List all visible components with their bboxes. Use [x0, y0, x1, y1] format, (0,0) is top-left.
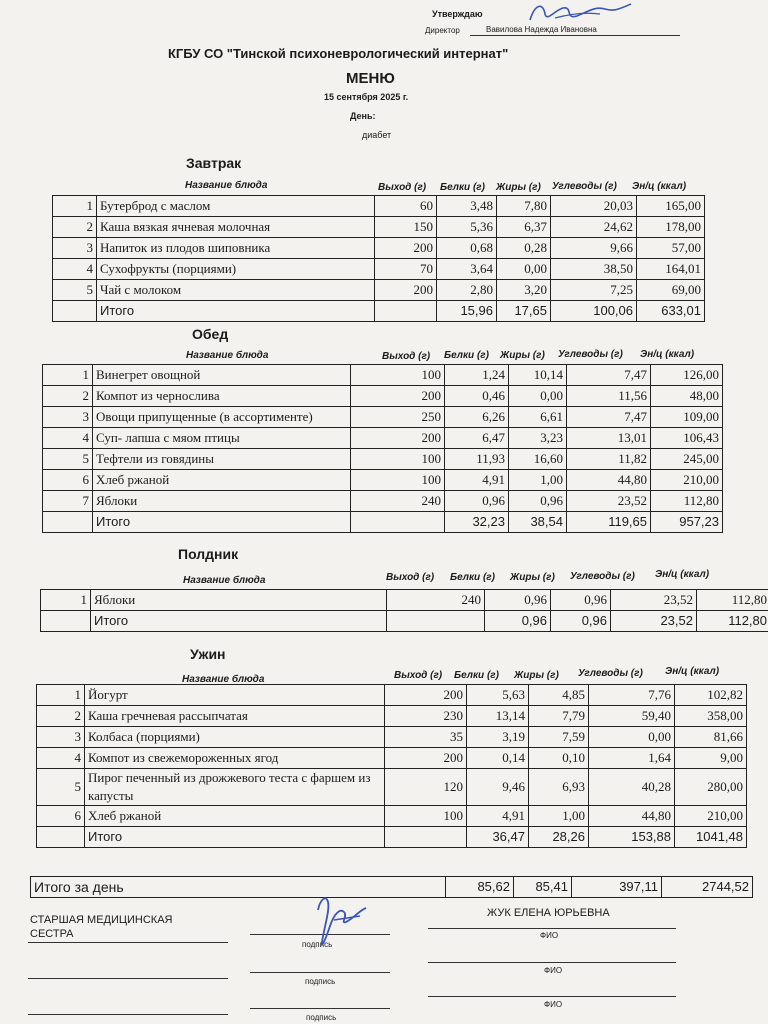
dish-name: Сухофрукты (порциями) [97, 259, 375, 280]
table-row [53, 238, 705, 259]
carbs-value: 44,80 [567, 470, 651, 491]
row-number: 1 [43, 365, 93, 386]
output-value: 200 [375, 280, 437, 301]
dish-name: Хлеб ржаной [85, 806, 385, 827]
director-name: Вавилова Надежда Ивановна [486, 25, 597, 34]
carbs-value: 23,52 [567, 491, 651, 512]
nurse-title: СТАРШАЯ МЕДИЦИНСКАЯ СЕСТРА [30, 914, 173, 940]
table-row [37, 748, 747, 769]
total-row [41, 611, 768, 632]
total-protein: 15,96 [437, 301, 497, 322]
fat-value: 6,61 [509, 407, 567, 428]
fat-value: 3,23 [509, 428, 567, 449]
table-row [53, 259, 705, 280]
lunch-title: Обед [192, 326, 229, 342]
table-row [53, 217, 705, 238]
total-energy: 1041,48 [675, 827, 747, 848]
empty-cell [351, 512, 445, 533]
row-number: 5 [43, 449, 93, 470]
total-energy: 957,23 [651, 512, 723, 533]
total-row [53, 301, 705, 322]
fio-caption-3: ФИО [544, 1000, 563, 1009]
approve-label: Утверждаю [432, 9, 483, 19]
carbs-value: 11,82 [567, 449, 651, 470]
fio-caption-2: ФИО [544, 966, 563, 975]
blank-line-3 [28, 1014, 228, 1015]
energy-value: 178,00 [637, 217, 705, 238]
output-value: 100 [351, 449, 445, 470]
total-carbs: 23,52 [611, 611, 697, 632]
fat-value: 0,00 [497, 259, 551, 280]
carbs-value: 40,28 [589, 769, 675, 806]
carbs-value: 7,76 [589, 685, 675, 706]
fat-value: 0,10 [529, 748, 589, 769]
total-carbs: 153,88 [589, 827, 675, 848]
protein-value: 2,80 [437, 280, 497, 301]
protein-value: 0,46 [445, 386, 509, 407]
protein-value: 6,47 [445, 428, 509, 449]
energy-value: 69,00 [637, 280, 705, 301]
total-carbs: 119,65 [567, 512, 651, 533]
protein-value: 9,46 [467, 769, 529, 806]
protein-value: 6,26 [445, 407, 509, 428]
table-row [37, 806, 747, 827]
output-value: 120 [385, 769, 467, 806]
protein-value: 11,93 [445, 449, 509, 470]
snack-table [40, 589, 768, 632]
col-carbs: Углеводы (г) [578, 668, 643, 679]
output-value: 250 [351, 407, 445, 428]
podpis-caption-1: подпись [302, 940, 333, 949]
energy-value: 9,00 [675, 748, 747, 769]
total-protein: 32,23 [445, 512, 509, 533]
empty-cell [43, 512, 93, 533]
col-fat: Жиры (г) [500, 350, 545, 361]
signature-line-3 [250, 1008, 390, 1009]
protein-value: 0,96 [485, 590, 551, 611]
row-number: 1 [41, 590, 91, 611]
protein-value: 3,48 [437, 196, 497, 217]
col-carbs: Углеводы (г) [552, 181, 617, 192]
fat-value: 6,93 [529, 769, 589, 806]
table-row [43, 449, 723, 470]
table-row [43, 407, 723, 428]
output-value: 70 [375, 259, 437, 280]
fat-value: 1,00 [509, 470, 567, 491]
dish-name: Яблоки [93, 491, 351, 512]
total-fat: 17,65 [497, 301, 551, 322]
protein-value: 4,91 [445, 470, 509, 491]
col-carbs: Углеводы (г) [558, 349, 623, 360]
output-value: 200 [385, 685, 467, 706]
energy-value: 48,00 [651, 386, 723, 407]
energy-value: 358,00 [675, 706, 747, 727]
total-row [37, 827, 747, 848]
empty-cell [387, 611, 485, 632]
carbs-value: 7,47 [567, 365, 651, 386]
snack-title: Полдник [178, 546, 239, 562]
day-total-protein: 85,62 [446, 877, 514, 898]
output-value: 240 [387, 590, 485, 611]
podpis-caption-3: подпись [306, 1013, 337, 1022]
row-number: 5 [37, 769, 85, 806]
protein-value: 5,63 [467, 685, 529, 706]
col-protein: Белки (г) [440, 182, 485, 193]
col-protein: Белки (г) [454, 670, 499, 681]
protein-value: 0,14 [467, 748, 529, 769]
fat-value: 1,00 [529, 806, 589, 827]
table-row [53, 280, 705, 301]
dish-name: Суп- лапша с мяом птицы [93, 428, 351, 449]
col-output: Выход (г) [394, 670, 443, 681]
table-row [43, 428, 723, 449]
row-number: 3 [43, 407, 93, 428]
table-row [37, 727, 747, 748]
table-row [37, 685, 747, 706]
carbs-value: 11,56 [567, 386, 651, 407]
dish-name: Напиток из плодов шиповника [97, 238, 375, 259]
energy-value: 106,43 [651, 428, 723, 449]
fat-value: 3,20 [497, 280, 551, 301]
carbs-value: 23,52 [611, 590, 697, 611]
total-label: Итого [93, 512, 351, 533]
total-energy: 633,01 [637, 301, 705, 322]
output-value: 100 [385, 806, 467, 827]
carbs-value: 7,47 [567, 407, 651, 428]
carbs-value: 20,03 [551, 196, 637, 217]
row-number: 6 [37, 806, 85, 827]
nurse-signature [300, 880, 380, 965]
protein-value: 0,96 [445, 491, 509, 512]
day-label: День: [350, 111, 376, 121]
signer-name: ЖУК ЕЛЕНА ЮРЬЕВНА [487, 907, 610, 919]
fio-line-2 [428, 962, 676, 963]
protein-value: 3,64 [437, 259, 497, 280]
signature-line-2 [250, 972, 390, 973]
row-number: 4 [43, 428, 93, 449]
energy-value: 210,00 [675, 806, 747, 827]
total-protein: 0,96 [485, 611, 551, 632]
total-protein: 36,47 [467, 827, 529, 848]
table-row [41, 590, 768, 611]
col-energy: Эн/ц (ккал) [640, 349, 695, 360]
dish-name: Компот из свежемороженных ягод [85, 748, 385, 769]
col-fat: Жиры (г) [496, 182, 541, 193]
day-total-table [30, 876, 753, 898]
output-value: 100 [351, 470, 445, 491]
col-name: Название блюда [183, 575, 266, 586]
fio-line-3 [428, 996, 676, 997]
dish-name: Каша вязкая ячневая молочная [97, 217, 375, 238]
energy-value: 126,00 [651, 365, 723, 386]
energy-value: 112,80 [697, 590, 768, 611]
breakfast-title: Завтрак [186, 155, 242, 171]
row-number: 3 [53, 238, 97, 259]
col-fat: Жиры (г) [514, 670, 559, 681]
col-carbs: Углеводы (г) [570, 571, 635, 582]
energy-value: 164,01 [637, 259, 705, 280]
protein-value: 5,36 [437, 217, 497, 238]
total-fat: 28,26 [529, 827, 589, 848]
dish-name: Чай с молоком [97, 280, 375, 301]
energy-value: 109,00 [651, 407, 723, 428]
dinner-table [36, 684, 747, 848]
lunch-table [42, 364, 723, 533]
nurse-line [28, 942, 228, 943]
carbs-value: 1,64 [589, 748, 675, 769]
energy-value: 280,00 [675, 769, 747, 806]
table-row [43, 470, 723, 491]
row-number: 7 [43, 491, 93, 512]
fat-value: 0,96 [551, 590, 611, 611]
dish-name: Хлеб ржаной [93, 470, 351, 491]
total-label: Итого [85, 827, 385, 848]
fat-value: 7,59 [529, 727, 589, 748]
col-energy: Эн/ц (ккал) [655, 569, 710, 580]
carbs-value: 9,66 [551, 238, 637, 259]
energy-value: 112,80 [651, 491, 723, 512]
row-number: 2 [53, 217, 97, 238]
fio-caption-1: ФИО [540, 931, 559, 940]
row-number: 6 [43, 470, 93, 491]
day-total-fat: 85,41 [514, 877, 572, 898]
carbs-value: 24,62 [551, 217, 637, 238]
row-number: 1 [37, 685, 85, 706]
col-name: Название блюда [185, 180, 268, 191]
row-number: 4 [53, 259, 97, 280]
fio-line-1 [428, 928, 676, 929]
row-number: 2 [37, 706, 85, 727]
protein-value: 0,68 [437, 238, 497, 259]
col-output: Выход (г) [386, 572, 435, 583]
col-output: Выход (г) [382, 351, 431, 362]
output-value: 200 [375, 238, 437, 259]
carbs-value: 44,80 [589, 806, 675, 827]
output-value: 200 [351, 428, 445, 449]
col-energy: Эн/ц (ккал) [665, 666, 720, 677]
table-row [53, 196, 705, 217]
protein-value: 1,24 [445, 365, 509, 386]
blank-line-2 [28, 978, 228, 979]
total-label: Итого [91, 611, 387, 632]
empty-cell [53, 301, 97, 322]
total-fat: 0,96 [551, 611, 611, 632]
output-value: 200 [351, 386, 445, 407]
table-row [43, 491, 723, 512]
protein-value: 3,19 [467, 727, 529, 748]
row-number: 5 [53, 280, 97, 301]
dish-name: Бутерброд с маслом [97, 196, 375, 217]
output-value: 240 [351, 491, 445, 512]
row-number: 4 [37, 748, 85, 769]
dish-name: Тефтели из говядины [93, 449, 351, 470]
empty-cell [41, 611, 91, 632]
protein-value: 4,91 [467, 806, 529, 827]
table-row [37, 706, 747, 727]
col-protein: Белки (г) [450, 572, 495, 583]
empty-cell [375, 301, 437, 322]
total-label: Итого [97, 301, 375, 322]
dish-name: Овощи припущенные (в ассортименте) [93, 407, 351, 428]
row-number: 3 [37, 727, 85, 748]
energy-value: 57,00 [637, 238, 705, 259]
dinner-title: Ужин [190, 646, 226, 662]
fat-value: 10,14 [509, 365, 567, 386]
fat-value: 0,96 [509, 491, 567, 512]
output-value: 200 [385, 748, 467, 769]
table-row [43, 365, 723, 386]
dish-name: Винегрет овощной [93, 365, 351, 386]
row-number: 1 [53, 196, 97, 217]
carbs-value: 59,40 [589, 706, 675, 727]
output-value: 230 [385, 706, 467, 727]
podpis-caption-2: подпись [305, 977, 336, 986]
col-protein: Белки (г) [444, 350, 489, 361]
energy-value: 245,00 [651, 449, 723, 470]
output-value: 150 [375, 217, 437, 238]
dish-name: Компот из чернослива [93, 386, 351, 407]
fat-value: 6,37 [497, 217, 551, 238]
carbs-value: 0,00 [589, 727, 675, 748]
protein-value: 13,14 [467, 706, 529, 727]
dish-name: Пирог печенный из дрожжевого теста с фаршем из капусты [85, 769, 385, 806]
fat-value: 7,79 [529, 706, 589, 727]
fat-value: 4,85 [529, 685, 589, 706]
table-row [43, 386, 723, 407]
total-carbs: 100,06 [551, 301, 637, 322]
total-energy: 112,80 [697, 611, 768, 632]
col-name: Название блюда [186, 350, 269, 361]
diet-label: диабет [362, 130, 392, 140]
fat-value: 0,28 [497, 238, 551, 259]
col-energy: Эн/ц (ккал) [632, 181, 687, 192]
row-number: 2 [43, 386, 93, 407]
energy-value: 102,82 [675, 685, 747, 706]
energy-value: 81,66 [675, 727, 747, 748]
director-underline [470, 35, 680, 36]
col-output: Выход (г) [378, 182, 427, 193]
dish-name: Каша гречневая рассыпчатая [85, 706, 385, 727]
total-fat: 38,54 [509, 512, 567, 533]
day-total-energy: 2744,52 [662, 877, 753, 898]
output-value: 35 [385, 727, 467, 748]
fat-value: 0,00 [509, 386, 567, 407]
dish-name: Йогурт [85, 685, 385, 706]
carbs-value: 13,01 [567, 428, 651, 449]
dish-name: Яблоки [91, 590, 387, 611]
fat-value: 7,80 [497, 196, 551, 217]
output-value: 100 [351, 365, 445, 386]
day-total-row [31, 877, 753, 898]
carbs-value: 38,50 [551, 259, 637, 280]
carbs-value: 7,25 [551, 280, 637, 301]
table-row [37, 769, 747, 806]
menu-date: 15 сентября 2025 г. [324, 92, 409, 102]
menu-title: МЕНЮ [346, 70, 395, 87]
empty-cell [385, 827, 467, 848]
output-value: 60 [375, 196, 437, 217]
total-row [43, 512, 723, 533]
empty-cell [37, 827, 85, 848]
fat-value: 16,60 [509, 449, 567, 470]
dish-name: Колбаса (порциями) [85, 727, 385, 748]
energy-value: 210,00 [651, 470, 723, 491]
col-name: Название блюда [182, 674, 265, 685]
day-total-carbs: 397,11 [572, 877, 662, 898]
col-fat: Жиры (г) [510, 572, 555, 583]
energy-value: 165,00 [637, 196, 705, 217]
organization-title: КГБУ СО "Тинской психоневрологический интернат" [168, 46, 509, 61]
breakfast-table [52, 195, 705, 322]
day-total-label: Итого за день [31, 877, 446, 898]
director-label: Директор [425, 26, 460, 35]
